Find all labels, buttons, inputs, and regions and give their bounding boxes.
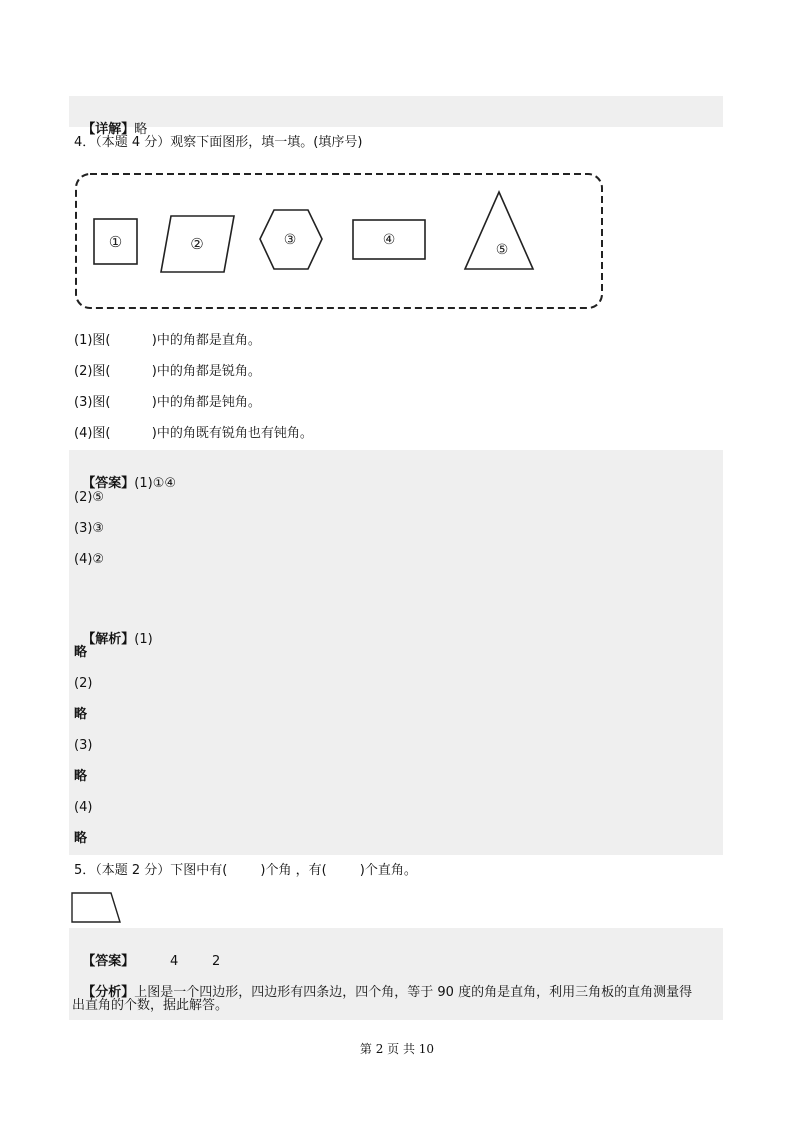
answer-3: (3)③ (74, 521, 105, 536)
q4-title: 4．（本题 4 分）观察下面图形，填一填。(填序号) (74, 135, 363, 150)
analysis-3: (2) (74, 676, 93, 691)
q5-answer-label: 【答案】 (82, 954, 135, 969)
analysis-2: 略 (74, 645, 88, 660)
q4-item-3: (3)图( )中的角都是钝角。 (74, 395, 261, 410)
q4-answer-line-1 (74, 457, 176, 493)
dashed-border (76, 174, 602, 308)
q5-analysis-text-1: 上图是一个四边形，四边形有四条边，四个角，等于 90 度的角是直角，利用三角板的直角测量得 (134, 985, 693, 1000)
q4-item-2: (2)图( )中的角都是锐角。 (74, 364, 261, 379)
q3-detail-block (69, 96, 723, 127)
answer-4: (4)② (74, 552, 105, 567)
detail-label: 【详解】 (82, 122, 135, 137)
analysis-5: (3) (74, 738, 93, 753)
q4-shapes-figure (72, 170, 608, 314)
analysis-7: (4) (74, 800, 93, 815)
shape-label-1: ① (108, 233, 123, 251)
answer-2: (2)⑤ (74, 490, 105, 505)
q5-quadrilateral-figure (71, 891, 125, 925)
q5-answer-1: 4 (170, 954, 179, 969)
answer-1: (1)①④ (134, 476, 177, 491)
shape-label-3: ③ (283, 232, 297, 248)
q5-analysis-text-2: 出直角的个数，据此解答。 (72, 998, 229, 1013)
q5-answer-2: 2 (212, 954, 221, 969)
analysis-8: 略 (74, 831, 88, 846)
q4-item-4: (4)图( )中的角既有锐角也有钝角。 (74, 426, 313, 441)
q4-answer-block (69, 450, 723, 855)
analysis-label: 【解析】 (82, 632, 135, 647)
q4-item-1: (1)图( )中的角都是直角。 (74, 333, 261, 348)
shape-label-5: ⑤ (495, 242, 509, 258)
page-footer: 第 2 页 共 10 (359, 1042, 435, 1056)
trapezoid-shape (72, 893, 120, 922)
detail-text: 略 (134, 122, 148, 137)
shape-label-2: ② (190, 235, 204, 253)
answer-label: 【答案】 (82, 476, 135, 491)
analysis-6: 略 (74, 769, 88, 784)
analysis-1: (1) (134, 632, 153, 647)
shape-label-4: ④ (382, 232, 396, 248)
analysis-4: 略 (74, 707, 88, 722)
q5-title: 5．（本题 2 分）下图中有( )个角 ，有( )个直角。 (74, 863, 417, 878)
q5-analysis-label: 【分析】 (82, 985, 135, 1000)
